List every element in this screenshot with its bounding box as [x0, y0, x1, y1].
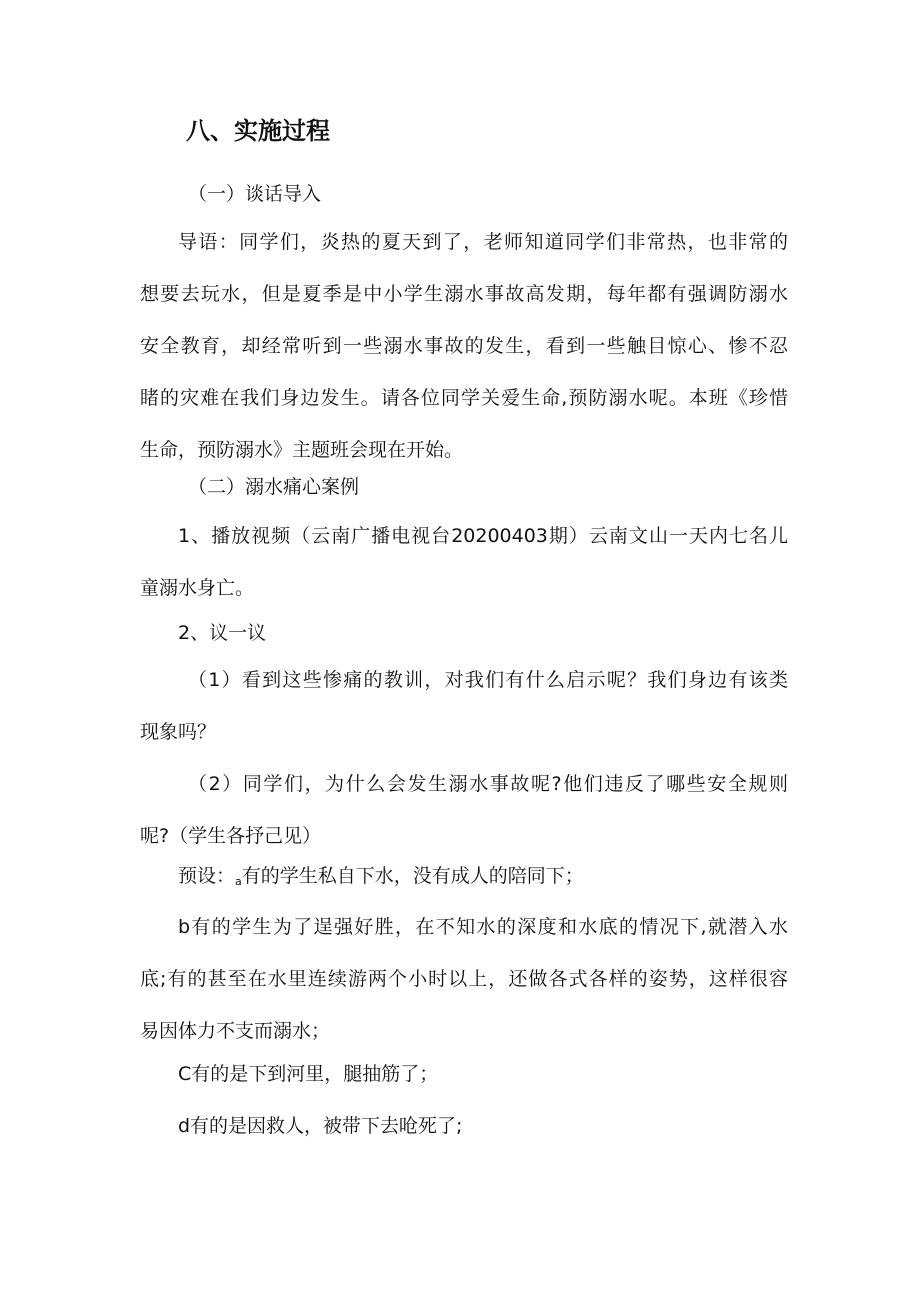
- intro-line-4: 睹的灾难在我们身边发生。请各位同学关爱生命,预防溺水呢。本班《珍惜: [140, 387, 788, 409]
- preset-line: [178, 862, 584, 896]
- item-2-title: 2、议一议: [178, 622, 267, 644]
- intro-line-5: 生命，预防溺水》主题班会现在开始。: [140, 439, 464, 461]
- section-heading: 八、实施过程: [186, 117, 330, 145]
- question-2-line-2: 呢?（学生各抒己见）: [140, 825, 322, 847]
- question-1-line-1: （1）看到这些惨痛的教训，对我们有什么启示呢？我们身边有该类: [188, 669, 788, 691]
- intro-line-1: 导语：同学们，炎热的夏天到了，老师知道同学们非常热，也非常的: [178, 231, 788, 253]
- preset-text-a: 有的学生私自下水，没有成人的陪同下；: [241, 865, 584, 887]
- intro-paragraph: [140, 216, 788, 476]
- point-b-line-3: 易因体力不支而溺水；: [140, 1020, 331, 1042]
- point-b-line-2: 底;有的甚至在水里连续游两个小时以上，还做各式各样的姿势，这样很容: [140, 968, 788, 990]
- question-2-line-1: （2）同学们，为什么会发生溺水事故呢?他们违反了哪些安全规则: [188, 773, 788, 795]
- intro-line-3: 安全教育，却经常听到一些溺水事故的发生，看到一些触目惊心、惨不忍: [140, 335, 788, 357]
- item-1-line-1: 1、播放视频（云南广播电视台20200403期）云南文山一天内七名儿: [178, 525, 788, 547]
- marker-a: a: [235, 875, 242, 888]
- item-1-paragraph: [140, 510, 788, 614]
- point-b-line-1: b有的学生为了逞强好胜，在不知水的深度和水底的情况下,就潜入水: [178, 916, 788, 938]
- intro-line-2: 想要去玩水，但是夏季是中小学生溺水事故高发期，每年都有强调防溺水: [140, 283, 788, 305]
- question-2-paragraph: [140, 758, 788, 862]
- item-1-line-2: 童溺水身亡。: [140, 577, 255, 599]
- subsection-title-conversation-intro: （一）谈话导入: [188, 183, 322, 205]
- point-c: C有的是下到河里，腿抽筋了；: [178, 1063, 439, 1085]
- point-d: d有的是因救人，被带下去呛死了;: [178, 1115, 463, 1137]
- point-b-paragraph: [140, 901, 788, 1057]
- preset-label: 预设：: [178, 865, 236, 887]
- question-1-line-2: 现象吗？: [140, 721, 217, 743]
- question-1-paragraph: [140, 654, 788, 758]
- subsection-title-drowning-cases: （二）溺水痛心案例: [188, 476, 360, 498]
